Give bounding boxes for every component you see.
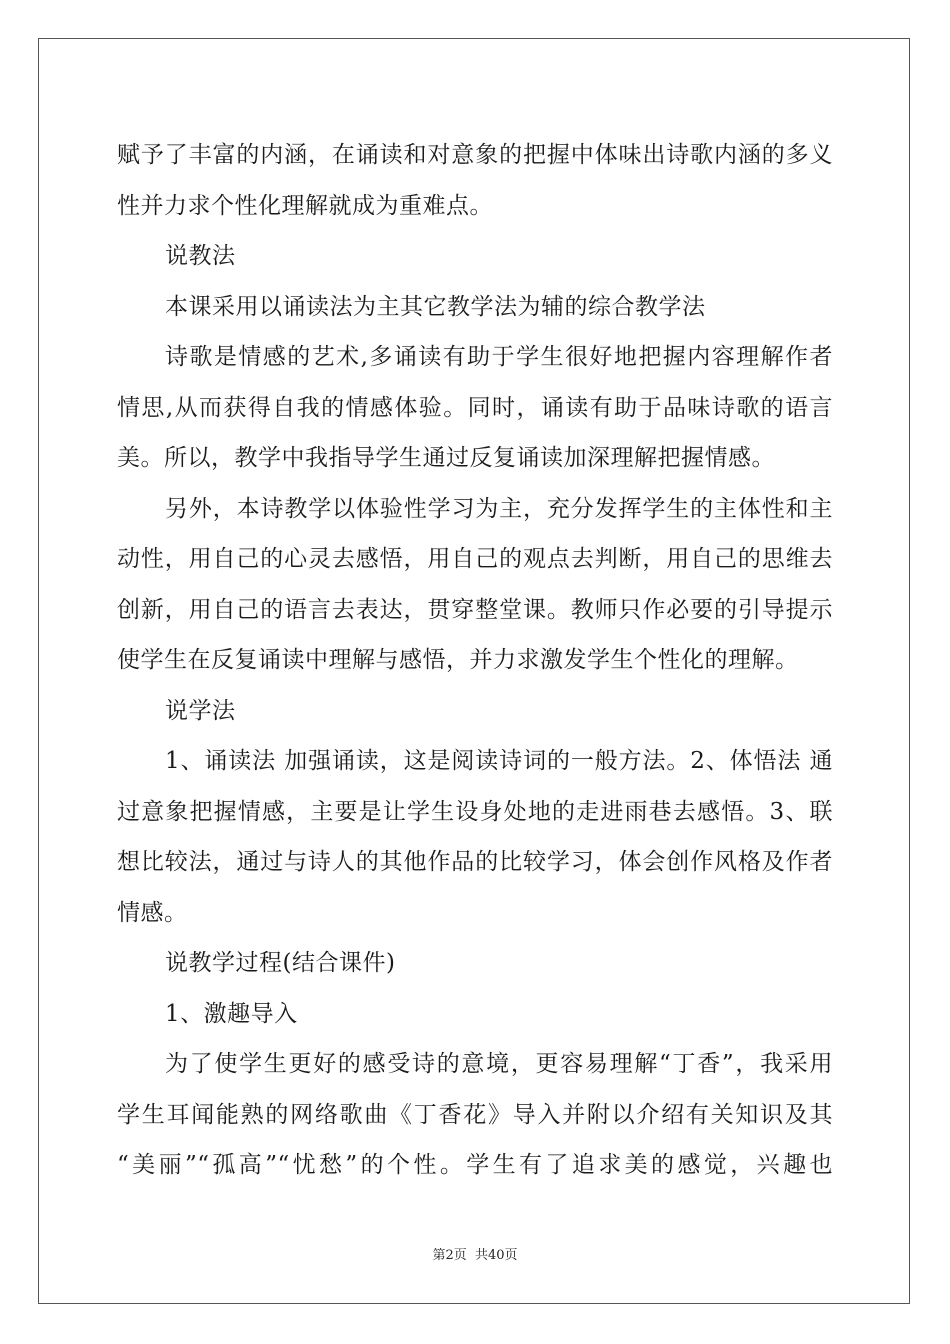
text-line: 说学法 xyxy=(165,697,236,724)
text-line: 1、诵读法 加强诵读，这是阅读诗词的一般方法。2、体悟法 通 xyxy=(165,748,833,774)
text-line: 情感。 xyxy=(117,899,188,926)
text-line: 诗歌是情感的艺术,多诵读有助于学生很好地把握内容理解作者 xyxy=(165,344,833,370)
text-line: 说教学过程(结合课件) xyxy=(165,950,396,976)
text-line: 性并力求个性化理解就成为重难点。 xyxy=(117,192,493,219)
text-line: 说教法 xyxy=(165,243,236,269)
text-line: 过意象把握情感，主要是让学生设身处地的走进雨巷去感悟。3、联 xyxy=(117,798,833,825)
text-line: 动性，用自己的心灵去感悟，用自己的观点去判断，用自己的思维去 xyxy=(117,546,833,572)
page-footer xyxy=(0,1244,950,1263)
text-line: 赋予了丰富的内涵，在诵读和对意象的把握中体味出诗歌内涵的多义 xyxy=(117,142,833,168)
text-line: 使学生在反复诵读中理解与感悟，并力求激发学生个性化的理解。 xyxy=(117,647,799,673)
text-line: 本课采用以诵读法为主其它教学法为辅的综合教学法 xyxy=(165,293,706,320)
text-line: 想比较法，通过与诗人的其他作品的比较学习，体会创作风格及作者 xyxy=(117,849,833,875)
text-line: 创新，用自己的语言去表达，贯穿整堂课。教师只作必要的引导提示 xyxy=(117,596,833,623)
text-line: 情思,从而获得自我的情感体验。同时，诵读有助于品味诗歌的语言 xyxy=(117,394,833,421)
page-total: 共40页 xyxy=(474,1248,518,1263)
text-line: “美丽”“孤高”“忧愁”的个性。学生有了追求美的感觉，兴趣也 xyxy=(117,1152,833,1178)
text-line: 学生耳闻能熟的网络歌曲《丁香花》导入并附以介绍有关知识及其 xyxy=(117,1101,833,1128)
document-body xyxy=(117,130,833,1191)
text-line: 1、激趣导入 xyxy=(165,1000,298,1027)
text-line: 为了使学生更好的感受诗的意境，更容易理解“丁香”，我采用 xyxy=(165,1051,833,1077)
text-line: 美。所以，教学中我指导学生通过反复诵读加深理解把握情感。 xyxy=(117,445,775,471)
page-number: 第2页 xyxy=(432,1248,467,1263)
text-line: 另外，本诗教学以体验性学习为主，充分发挥学生的主体性和主 xyxy=(165,495,833,522)
